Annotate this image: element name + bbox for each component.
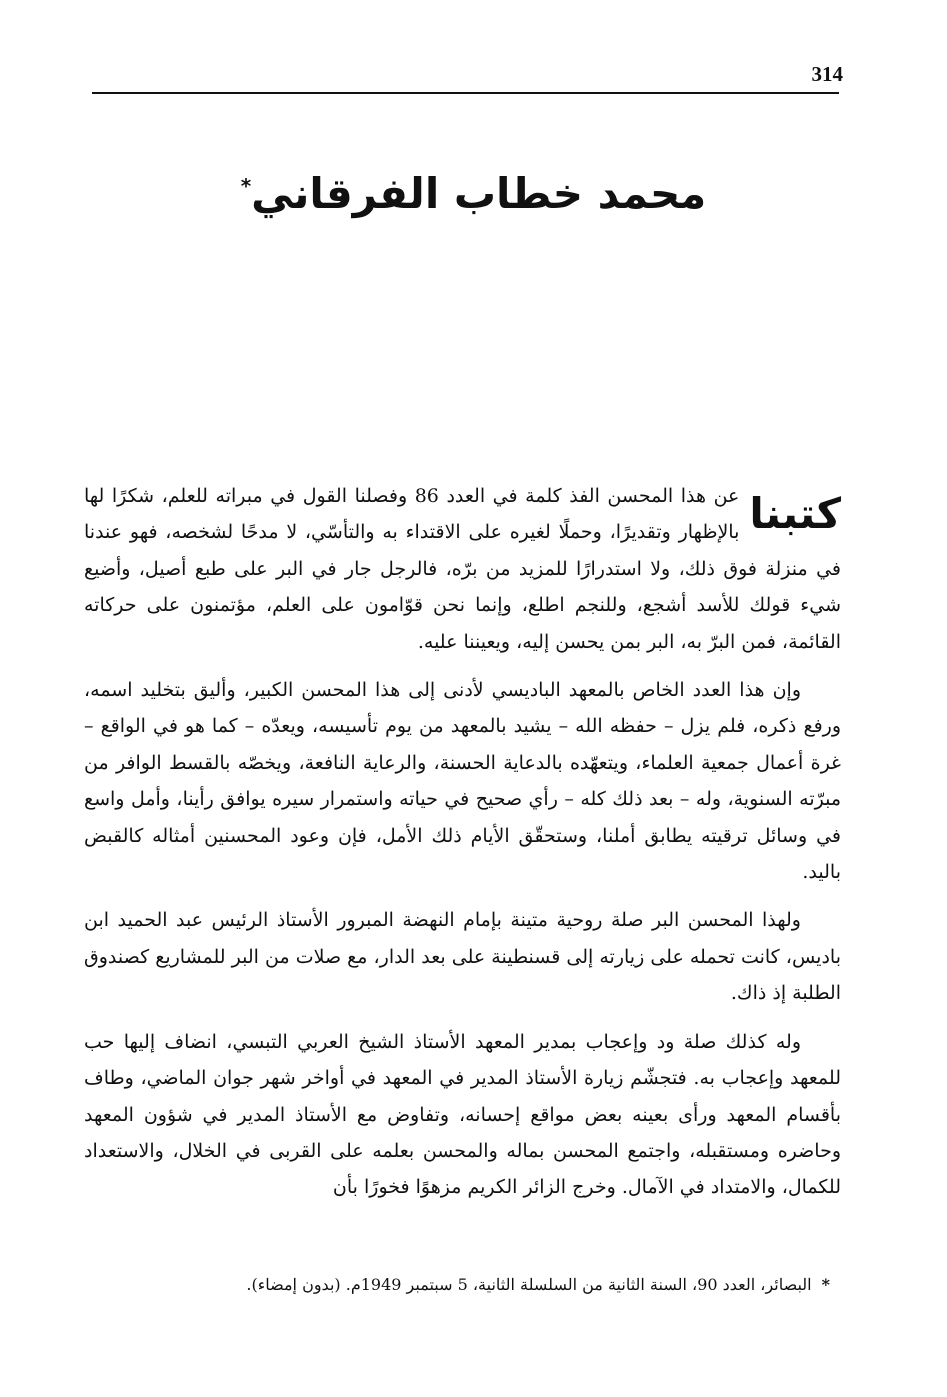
title-footnote-marker: * [240, 174, 252, 199]
article-title [150, 156, 797, 224]
drop-cap-word: كتبنا [749, 489, 841, 538]
paragraph-1-text: عن هذا المحسن الفذ كلمة في العدد 86 وفصلنا القول في مبراته للعلم، شكرًا لها بالإظهار وتقديرًا، وحملًا لغيره على الاقتداء به والتأسّي، لا مدحًا لشخصه، فهو عندنا في منزلة فوق ذلك، ولا استدرارًا للمزيد من برّه، فالرجل جار في البر على طبع أصيل، وأضيع شيء قولك للأسد أشجع، وللنجم اطلع، وإنما نحن قوّامون على العلم، مؤتمنون على حركاته القائمة، فمن البرّ به، البر بمن يحسن إليه، ويعيننا عليه. [84, 485, 841, 653]
page-number: 314 [811, 62, 843, 86]
paragraph-2: وإن هذا العدد الخاص بالمعهد الباديسي لأدنى إلى هذا المحسن الكبير، وأليق بتخليد اسمه، ورفع ذكره، فلم يزل – حفظه الله – يشيد بالمعهد من يوم تأسيسه، ويعدّه – كما هو في الواقع – غرة أعمال جمعية العلماء، ويتعهّده بالدعاية الحسنة، والرعاية النافعة، ويخصّه بالقسط الوافر من مبرّته السنوية، وله – بعد ذلك كله – رأي صحيح في حياته واستمرار سيره يوافق رأينا، وأمل واسع في وسائل ترقيته يطابق أملنا، وستحقّق الأيام ذلك الأمل، فإن وعود المحسنين أمثاله كالقبض باليد. [84, 679, 841, 884]
footnote-text: البصائر، العدد 90، السنة الثانية من السلسلة الثانية، 5 سبتمبر 1949م. (بدون إمضاء). [246, 1275, 812, 1294]
paragraph-4: وله كذلك صلة ود وإعجاب بمدير المعهد الأستاذ الشيخ العربي التبسي، انضاف إليها حب للمعهد وإعجاب به. فتجشّم زيارة الأستاذ المدير في المعهد في أواخر شهر جوان الماضي، وطاف بأقسام المعهد ورأى بعينه بعض مواقع إحسانه، وتفاوض مع الأستاذ المدير في شؤون المعهد وحاضره ومستقبله، واجتمع المحسن بماله والمحسن بعلمه على القربى في الخلال، والاستعداد للكمال، والامتداد في الآمال. وخرج الزائر الكريم مزهوًا فخورًا بأن [84, 1030, 841, 1199]
footnote-marker: * [821, 1275, 830, 1294]
paragraph-3: ولهذا المحسن البر صلة روحية متينة بإمام النهضة المبرور الأستاذ الرئيس عبد الحميد ابن باديس، كانت تحمله على زيارته إلى قسنطينة على بعد الدار، مع صلات من البر للمشاريع كصندوق الطلبة إذ ذاك. [84, 909, 841, 1005]
footnote [100, 1270, 830, 1300]
article-body [84, 478, 841, 1206]
header-rule [92, 92, 839, 94]
article-title-text: محمد خطاب الفرقاني [251, 169, 707, 219]
paragraph-1 [84, 478, 841, 660]
